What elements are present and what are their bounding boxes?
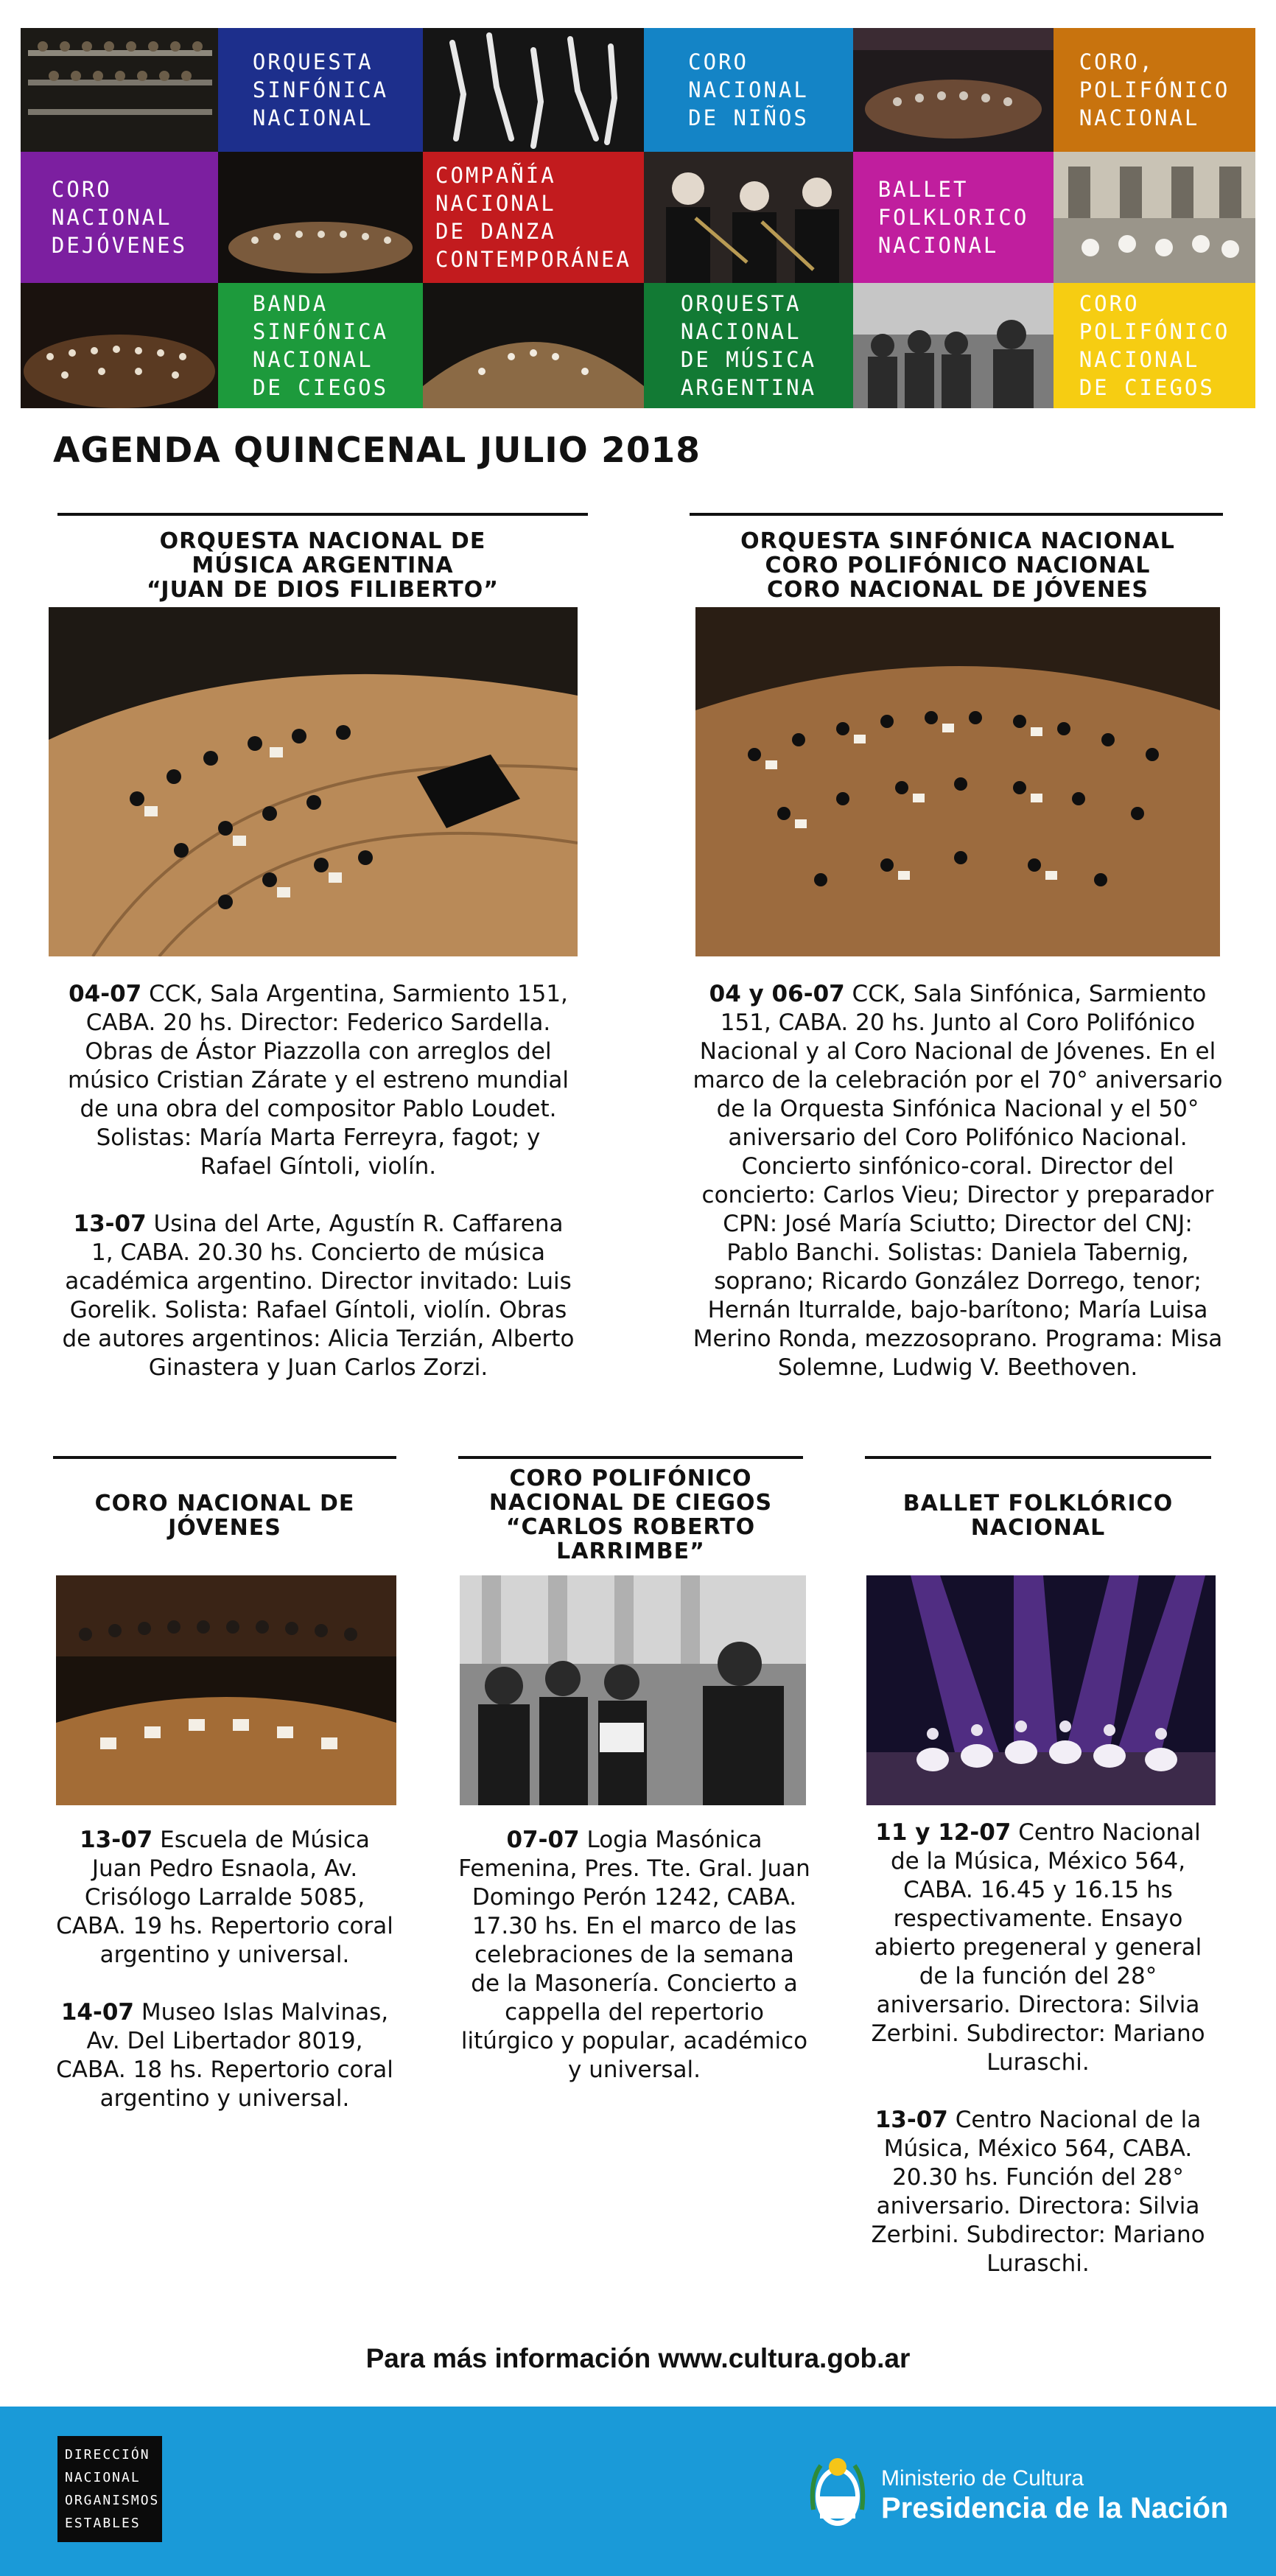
musicians-photo-tile (644, 152, 853, 283)
ministry-name: Ministerio de Cultura (881, 2466, 1084, 2491)
cpnc-section-title: CORO POLIFÓNICO NACIONAL DE CIEGOS “CARLOS ROBERTO LARRIMBE” (488, 1466, 773, 1564)
osn-section-title: ORQUESTA SINFÓNICA NACIONAL CORO POLIFÓNICO NACIONAL CORO NACIONAL DE JÓVENES (740, 528, 1175, 603)
cnj-choir-photo (56, 1575, 396, 1805)
tile-label: BANDA SINFÓNICA NACIONAL DE CIEGOS (252, 291, 389, 400)
cpnc-choir-photo (460, 1575, 806, 1805)
tile-label: BALLET FOLKLORICO NACIONAL (877, 177, 1029, 258)
cnj-section-title: CORO NACIONAL DE JÓVENES (94, 1491, 355, 1541)
cpnc-events (458, 1826, 810, 2113)
event-text: CCK, Sala Argentina, Sarmiento 151, CABA. 20 hs. Director: Federico Sardella. Obras de Ástor Piazzolla con arreglos del músico Cristian Zárate y el estreno mundial de una obra del compositor Pablo Loudet. Solistas: María Marta Ferreyra, fagot; y Rafael Gíntoli, violín. (67, 981, 569, 1180)
tile-label: CORO, POLIFÓNICO NACIONAL (1079, 49, 1230, 130)
header-mosaic (21, 28, 1255, 408)
tile-compania-danza (423, 152, 644, 283)
bfn-ballet-photo (866, 1575, 1216, 1805)
event-text: Museo Islas Malvinas, Av. Del Libertador 8019, CABA. 18 hs. Repertorio coral argentino y universal. (56, 1999, 393, 2112)
event-date: 14-07 (60, 1999, 134, 2026)
section-divider (458, 1456, 803, 1459)
choir-bw-photo-tile (853, 283, 1054, 408)
tile-label: COMPAÑÍA NACIONAL DE DANZA CONTEMPORÁNEA (435, 163, 631, 272)
page-title: AGENDA QUINCENAL JULIO 2018 (53, 430, 701, 471)
event-date: 13-07 (874, 2107, 948, 2133)
section-divider (865, 1456, 1211, 1459)
event-item (859, 1819, 1217, 2077)
national-seal-icon (806, 2451, 869, 2536)
more-info-text: Para más información www.cultura.gob.ar (365, 2343, 911, 2373)
tile-coro-polifonico (1054, 28, 1255, 152)
cnj-events (53, 1826, 396, 2142)
onma-events (60, 980, 576, 1411)
tile-label: CORO NACIONAL DE NIÑOS (688, 49, 809, 130)
event-date: 11 y 12-07 (875, 1819, 1012, 1846)
event-item (693, 980, 1223, 1382)
tile-coro-jovenes (21, 152, 218, 283)
event-text: Usina del Arte, Agustín R. Caffarena 1, CABA. 20.30 hs. Concierto de música académica argentino. Director invitado: Luis Gorelik. Solista: Rafael Gíntoli, violín. Obras de autores argentinos: Alicia Terzián, Alberto Ginastera y Juan Carlos Zorzi. (62, 1211, 575, 1381)
event-text: Centro Nacional de la Música, México 564, CABA. 20.30 hs. Función del 28° aniversario. Directora: Silvia Zerbini. Subdirector: Mariano Luraschi. (871, 2107, 1205, 2277)
onma-section-title: ORQUESTA NACIONAL DE MÚSICA ARGENTINA “JUAN DE DIOS FILIBERTO” (147, 528, 499, 603)
section-divider (57, 513, 588, 516)
osn-events (693, 980, 1223, 1411)
tile-coro-polifonico-ciegos (1054, 283, 1255, 408)
osn-orchestra-photo (695, 607, 1220, 956)
tile-ballet-folklorico (853, 152, 1054, 283)
stage-photo-tile (853, 28, 1054, 152)
ministry-logo-text (881, 2465, 1228, 2524)
event-item (60, 1210, 576, 1382)
event-date: 13-07 (80, 1827, 153, 1853)
tile-label: ORQUESTA SINFÓNICA NACIONAL (252, 49, 389, 130)
event-text: Escuela de Música Juan Pedro Esnaola, Av. Crisólogo Larralde 5085, CABA. 19 hs. Repertorio coral argentino y universal. (56, 1827, 393, 1968)
tile-label: CORO POLIFÓNICO NACIONAL DE CIEGOS (1079, 291, 1230, 400)
onma-orchestra-photo (49, 607, 578, 956)
ballet-hall-photo-tile (1054, 152, 1255, 283)
orchestra-wide-photo-tile (21, 283, 218, 408)
event-item (60, 980, 576, 1181)
event-text: CCK, Sala Sinfónica, Sarmiento 151, CABA. 20 hs. Junto al Coro Polifónico Nacional y al Coro Nacional de Jóvenes. En el marco de la celebración por el 70° aniversario de la Orquesta Sinfónica Nacional y el 50° aniversario del Coro Polifónico Nacional. Concierto sinfónico-coral. Director del concierto: Carlos Vieu; Director y preparador CPN: José María Sciutto; Director del CNJ: Pablo Banchi. Solistas: Daniela Tabernig, soprano; Ricardo González Dorrego, tenor; Hernán Iturralde, bajo-barítono; María Luisa Merino Ronda, mezzosoprano. Programa: Misa Solemne, Ludwig V. Beethoven. (693, 981, 1223, 1381)
tile-label: ORQUESTA NACIONAL DE MÚSICA ARGENTINA (680, 291, 817, 400)
dance-photo-tile (423, 28, 644, 152)
event-item (458, 1826, 810, 2085)
event-text: Centro Nacional de la Música, México 564, CABA. 16.45 y 16.15 hs respectivamente. Ensayo abierto pregeneral y general de la función del 28° aniversario. Directora: Silvia Zerbini. Subdirector: Mariano Luraschi. (871, 1819, 1205, 2076)
tile-orquesta-musica-argentina (644, 283, 853, 408)
tile-label: CORO NACIONAL DEJÓVENES (51, 177, 188, 258)
bfn-events (859, 1819, 1217, 2307)
event-text: Logia Masónica Femenina, Pres. Tte. Gral. Juan Domingo Perón 1242, CABA. 17.30 hs. En el marco de las celebraciones de la semana de la Masonería. Concierto a cappella del repertorio litúrgico y popular, académico y universal. (458, 1827, 810, 2083)
bfn-section-title: BALLET FOLKLÓRICO NACIONAL (902, 1491, 1174, 1541)
event-item (859, 2106, 1217, 2278)
event-date: 07-07 (506, 1827, 580, 1853)
stage-top-photo-tile (423, 283, 644, 408)
tile-coro-ninos (644, 28, 853, 152)
footer-bar (0, 2407, 1276, 2576)
direccion-logo: DIRECCIÓN NACIONAL ORGANISMOS ESTABLES (57, 2436, 162, 2542)
section-divider (53, 1456, 396, 1459)
choir-photo-tile (21, 28, 218, 152)
event-date: 04-07 (69, 981, 142, 1007)
event-date: 04 y 06-07 (709, 981, 845, 1007)
section-divider (690, 513, 1223, 516)
tile-orquesta-sinfonica (218, 28, 423, 152)
presidency-name: Presidencia de la Nación (881, 2492, 1229, 2524)
event-item (53, 1998, 396, 2113)
event-date: 13-07 (73, 1211, 147, 1237)
event-item (53, 1826, 396, 1970)
orchestra-photo-tile (218, 152, 423, 283)
tile-banda-ciegos (218, 283, 423, 408)
